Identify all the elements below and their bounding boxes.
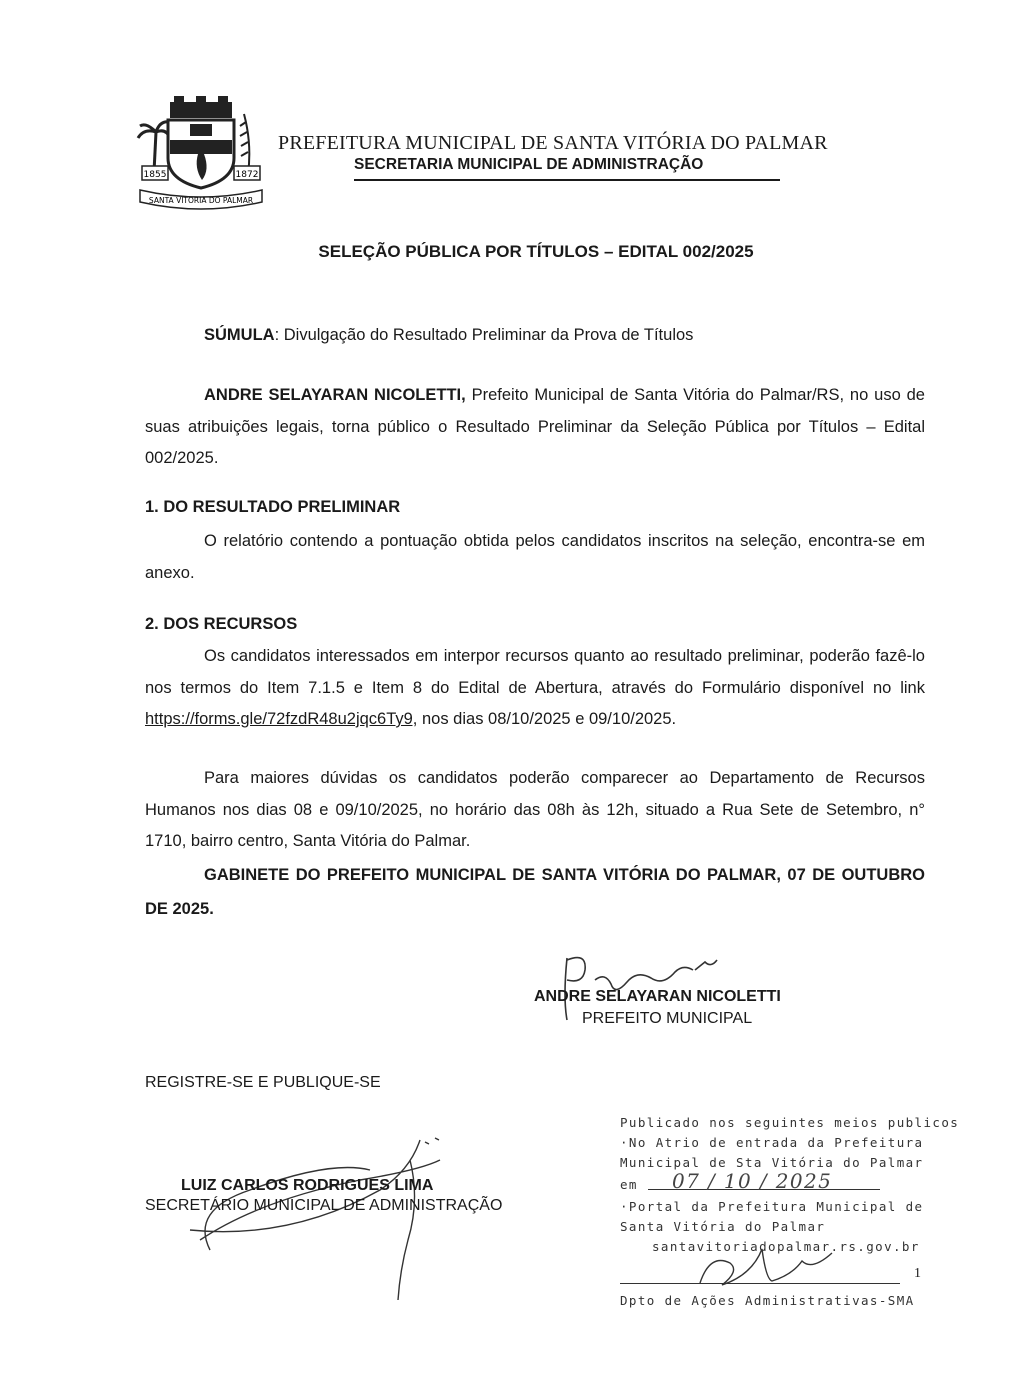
stamp-line-2: ·No Atrio de entrada da Prefeitura xyxy=(620,1135,924,1150)
secretary-role: SECRETÁRIO MUNICIPAL DE ADMINISTRAÇÃO xyxy=(145,1197,503,1214)
intro-paragraph xyxy=(145,380,925,475)
secretary-signature-scribble xyxy=(180,1130,460,1310)
department-name: SECRETARIA MUNICIPAL DE ADMINISTRAÇÃO xyxy=(354,156,704,173)
stamp-handwritten-date: 07 / 10 / 2025 xyxy=(672,1169,833,1193)
crest-year-left: 1855 xyxy=(143,170,167,180)
closing-statement: GABINETE DO PREFEITO MUNICIPAL DE SANTA VITÓRIA DO PALMAR, 07 DE OUTUBRO DE 2025. xyxy=(145,866,925,918)
stamp-line-1: Publicado nos seguintes meios publicos xyxy=(620,1115,960,1130)
stamp-line-7: santavitoriadopalmar.rs.gov.br xyxy=(652,1239,920,1254)
summary-line xyxy=(145,320,925,352)
section1-heading: 1. DO RESULTADO PRELIMINAR xyxy=(145,498,401,516)
stamp-line-4-label: em xyxy=(620,1177,638,1192)
section2-heading: 2. DOS RECURSOS xyxy=(145,615,298,633)
institution-name: PREFEITURA MUNICIPAL DE SANTA VITÓRIA DO PALMAR xyxy=(278,132,828,154)
stamp-line-3: Municipal de Sta Vitória do Palmar xyxy=(620,1155,924,1170)
municipal-crest-logo xyxy=(136,92,266,212)
crest-motto: SANTA VITORIA DO PALMAR xyxy=(148,196,254,205)
appeal-form-link[interactable]: https://forms.gle/72fzdR48u2jqc6Ty9, xyxy=(145,710,418,728)
secretary-name: LUIZ CARLOS RODRIGUES LIMA xyxy=(181,1177,434,1194)
crest-year-right: 1872 xyxy=(235,170,259,180)
section2-text-b: nos dias 08/10/2025 e 09/10/2025. xyxy=(417,710,677,728)
stamp-signature-rule xyxy=(620,1283,900,1284)
stamp-signature-scribble xyxy=(690,1243,860,1293)
section2-text-a: Os candidatos interessados em interpor recursos quanto ao resultado preliminar, poderão fazê-lo nos termos do Item 7.1.5 e Item 8 do Edital de Abertura, através do Formulário disponível no link xyxy=(145,647,925,697)
section1-text: O relatório contendo a pontuação obtida pelos candidatos inscritos na seleção, encontra-se em anexo. xyxy=(145,532,925,582)
register-note: REGISTRE-SE E PUBLIQUE-SE xyxy=(145,1074,381,1091)
stamp-line-8: Dpto de Ações Administrativas-SMA xyxy=(620,1293,915,1308)
section2-paragraph xyxy=(145,641,925,736)
summary-label: SÚMULA xyxy=(204,326,275,344)
summary-text: : Divulgação do Resultado Preliminar da Prova de Títulos xyxy=(274,326,694,344)
publication-stamp xyxy=(620,1115,960,1325)
contact-paragraph: Para maiores dúvidas os candidatos poderão comparecer ao Departamento de Recursos Humanos nos dias 08 e 09/10/2025, no horário das 08h às 12h, situado a Rua Sete de Setembro, n° 1710, bairro centro, Santa Vitória do Palmar. xyxy=(145,769,925,850)
intro-text: Prefeito Municipal de Santa Vitória do Palmar/RS, no uso de suas atribuições legais, torna público o Resultado Preliminar da Seleção Pública por Títulos – Edital 002/2025. xyxy=(145,386,925,467)
mayor-role: PREFEITO MUNICIPAL xyxy=(582,1010,753,1027)
header-divider xyxy=(354,179,780,181)
stamp-line-5: ·Portal da Prefeitura Municipal de xyxy=(620,1199,924,1214)
page-number: 1 xyxy=(914,1266,921,1281)
document-title: SELEÇÃO PÚBLICA POR TÍTULOS – EDITAL 002/2025 xyxy=(318,242,754,261)
stamp-line-6: Santa Vitória do Palmar xyxy=(620,1219,826,1234)
mayor-name: ANDRE SELAYARAN NICOLETTI xyxy=(534,988,781,1005)
mayor-name-inline: ANDRE SELAYARAN NICOLETTI, xyxy=(204,386,466,404)
